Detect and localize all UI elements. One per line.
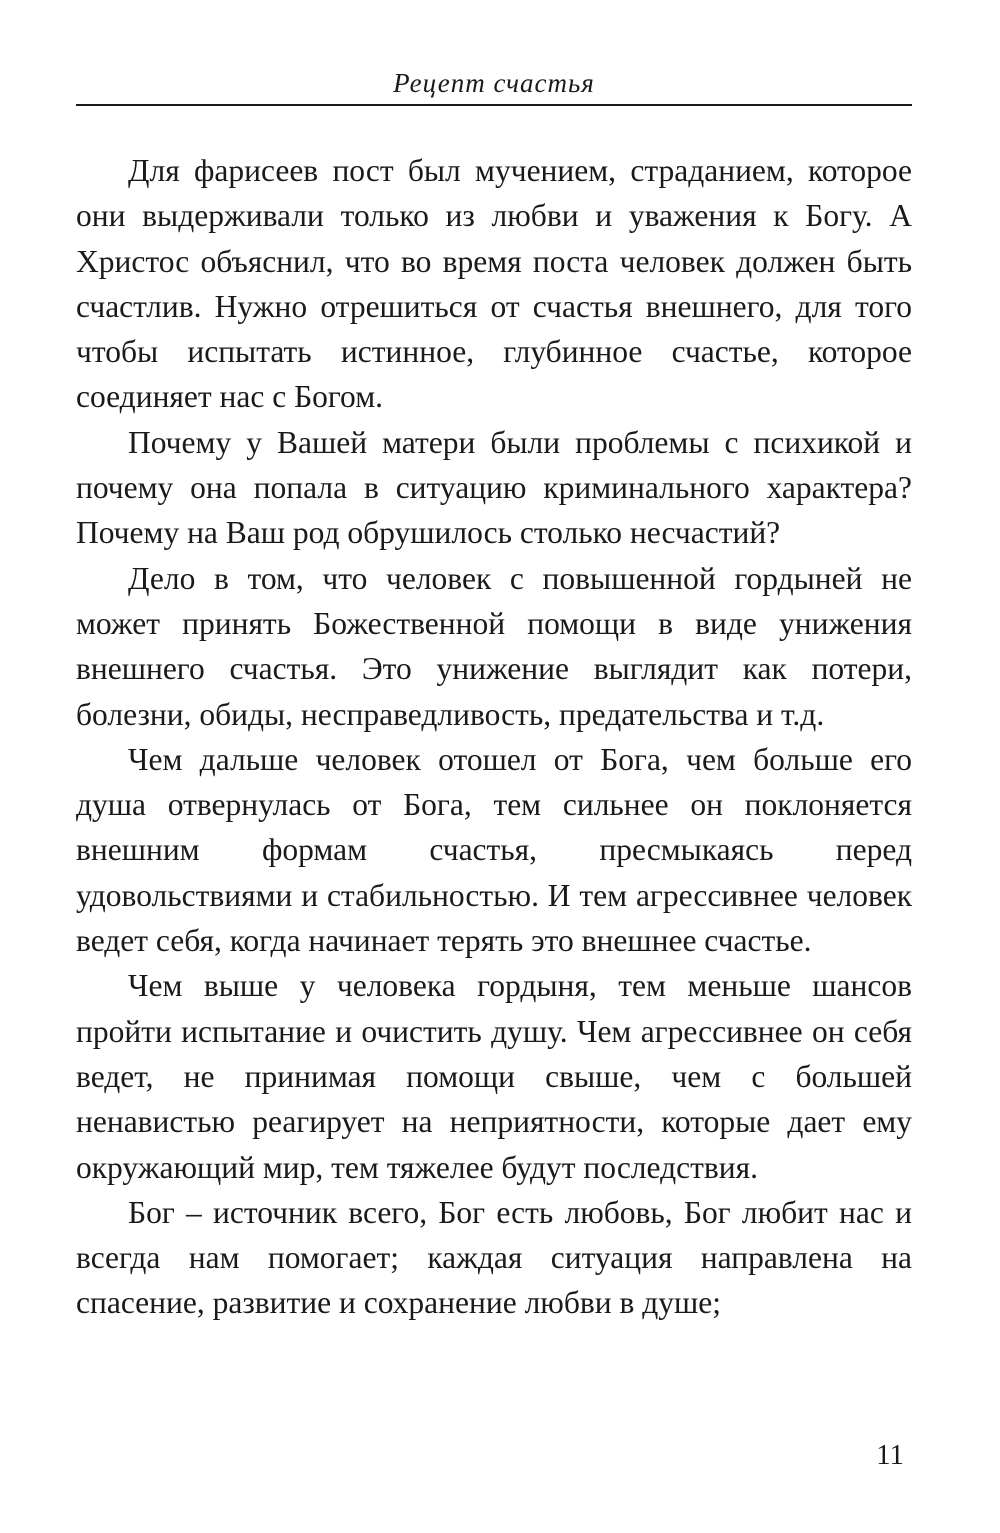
page-number: 11: [876, 1439, 904, 1471]
paragraph: Чем дальше человек отошел от Бога, чем больше его душа отвернулась от Бога, тем сильнее он поклоняется внешним формам счастья, пресмыкаясь перед удовольствиями и стабильностью. И тем агрессивнее человек ведет себя, когда начинает терять это внешнее счастье.: [76, 741, 912, 959]
paragraph: Дело в том, что человек с повышенной гордыней не может принять Божественной помощи в виде унижения внешнего счастья. Это унижение выглядит как потери, болезни, обиды, несправедливость, предательства и т.д.: [76, 560, 912, 732]
paragraph: Для фарисеев пост был мучением, страданием, которое они выдерживали только из любви и уважения к Богу. А Христос объяснил, что во время поста человек должен быть счастлив. Нужно отрешиться от счастья внешнего, для того чтобы испытать истинное, глубинное счастье, которое соединяет нас с Богом.: [76, 153, 912, 415]
paragraph: Бог – источник всего, Бог есть любовь, Бог любит нас и всегда нам помогает; каждая ситуация направлена на спасение, развитие и сохранение любви в душе;: [76, 1194, 912, 1321]
paragraph: Чем выше у человека гордыня, тем меньше шансов пройти испытание и очистить душу. Чем агрессивнее он себя ведет, не принимая помощи свыше, чем с большей ненавистью реагирует на неприятности, которые дает ему окружающий мир, тем тяжелее будут последствия.: [76, 968, 912, 1185]
header-rule: [76, 104, 912, 106]
page-body: [76, 148, 912, 1326]
running-head-title: Рецепт счастья: [393, 68, 595, 98]
paragraph: Почему у Вашей матери были проблемы с психикой и почему она попала в ситуацию криминального характера? Почему на Ваш род обрушилось столько несчастий?: [76, 424, 912, 551]
